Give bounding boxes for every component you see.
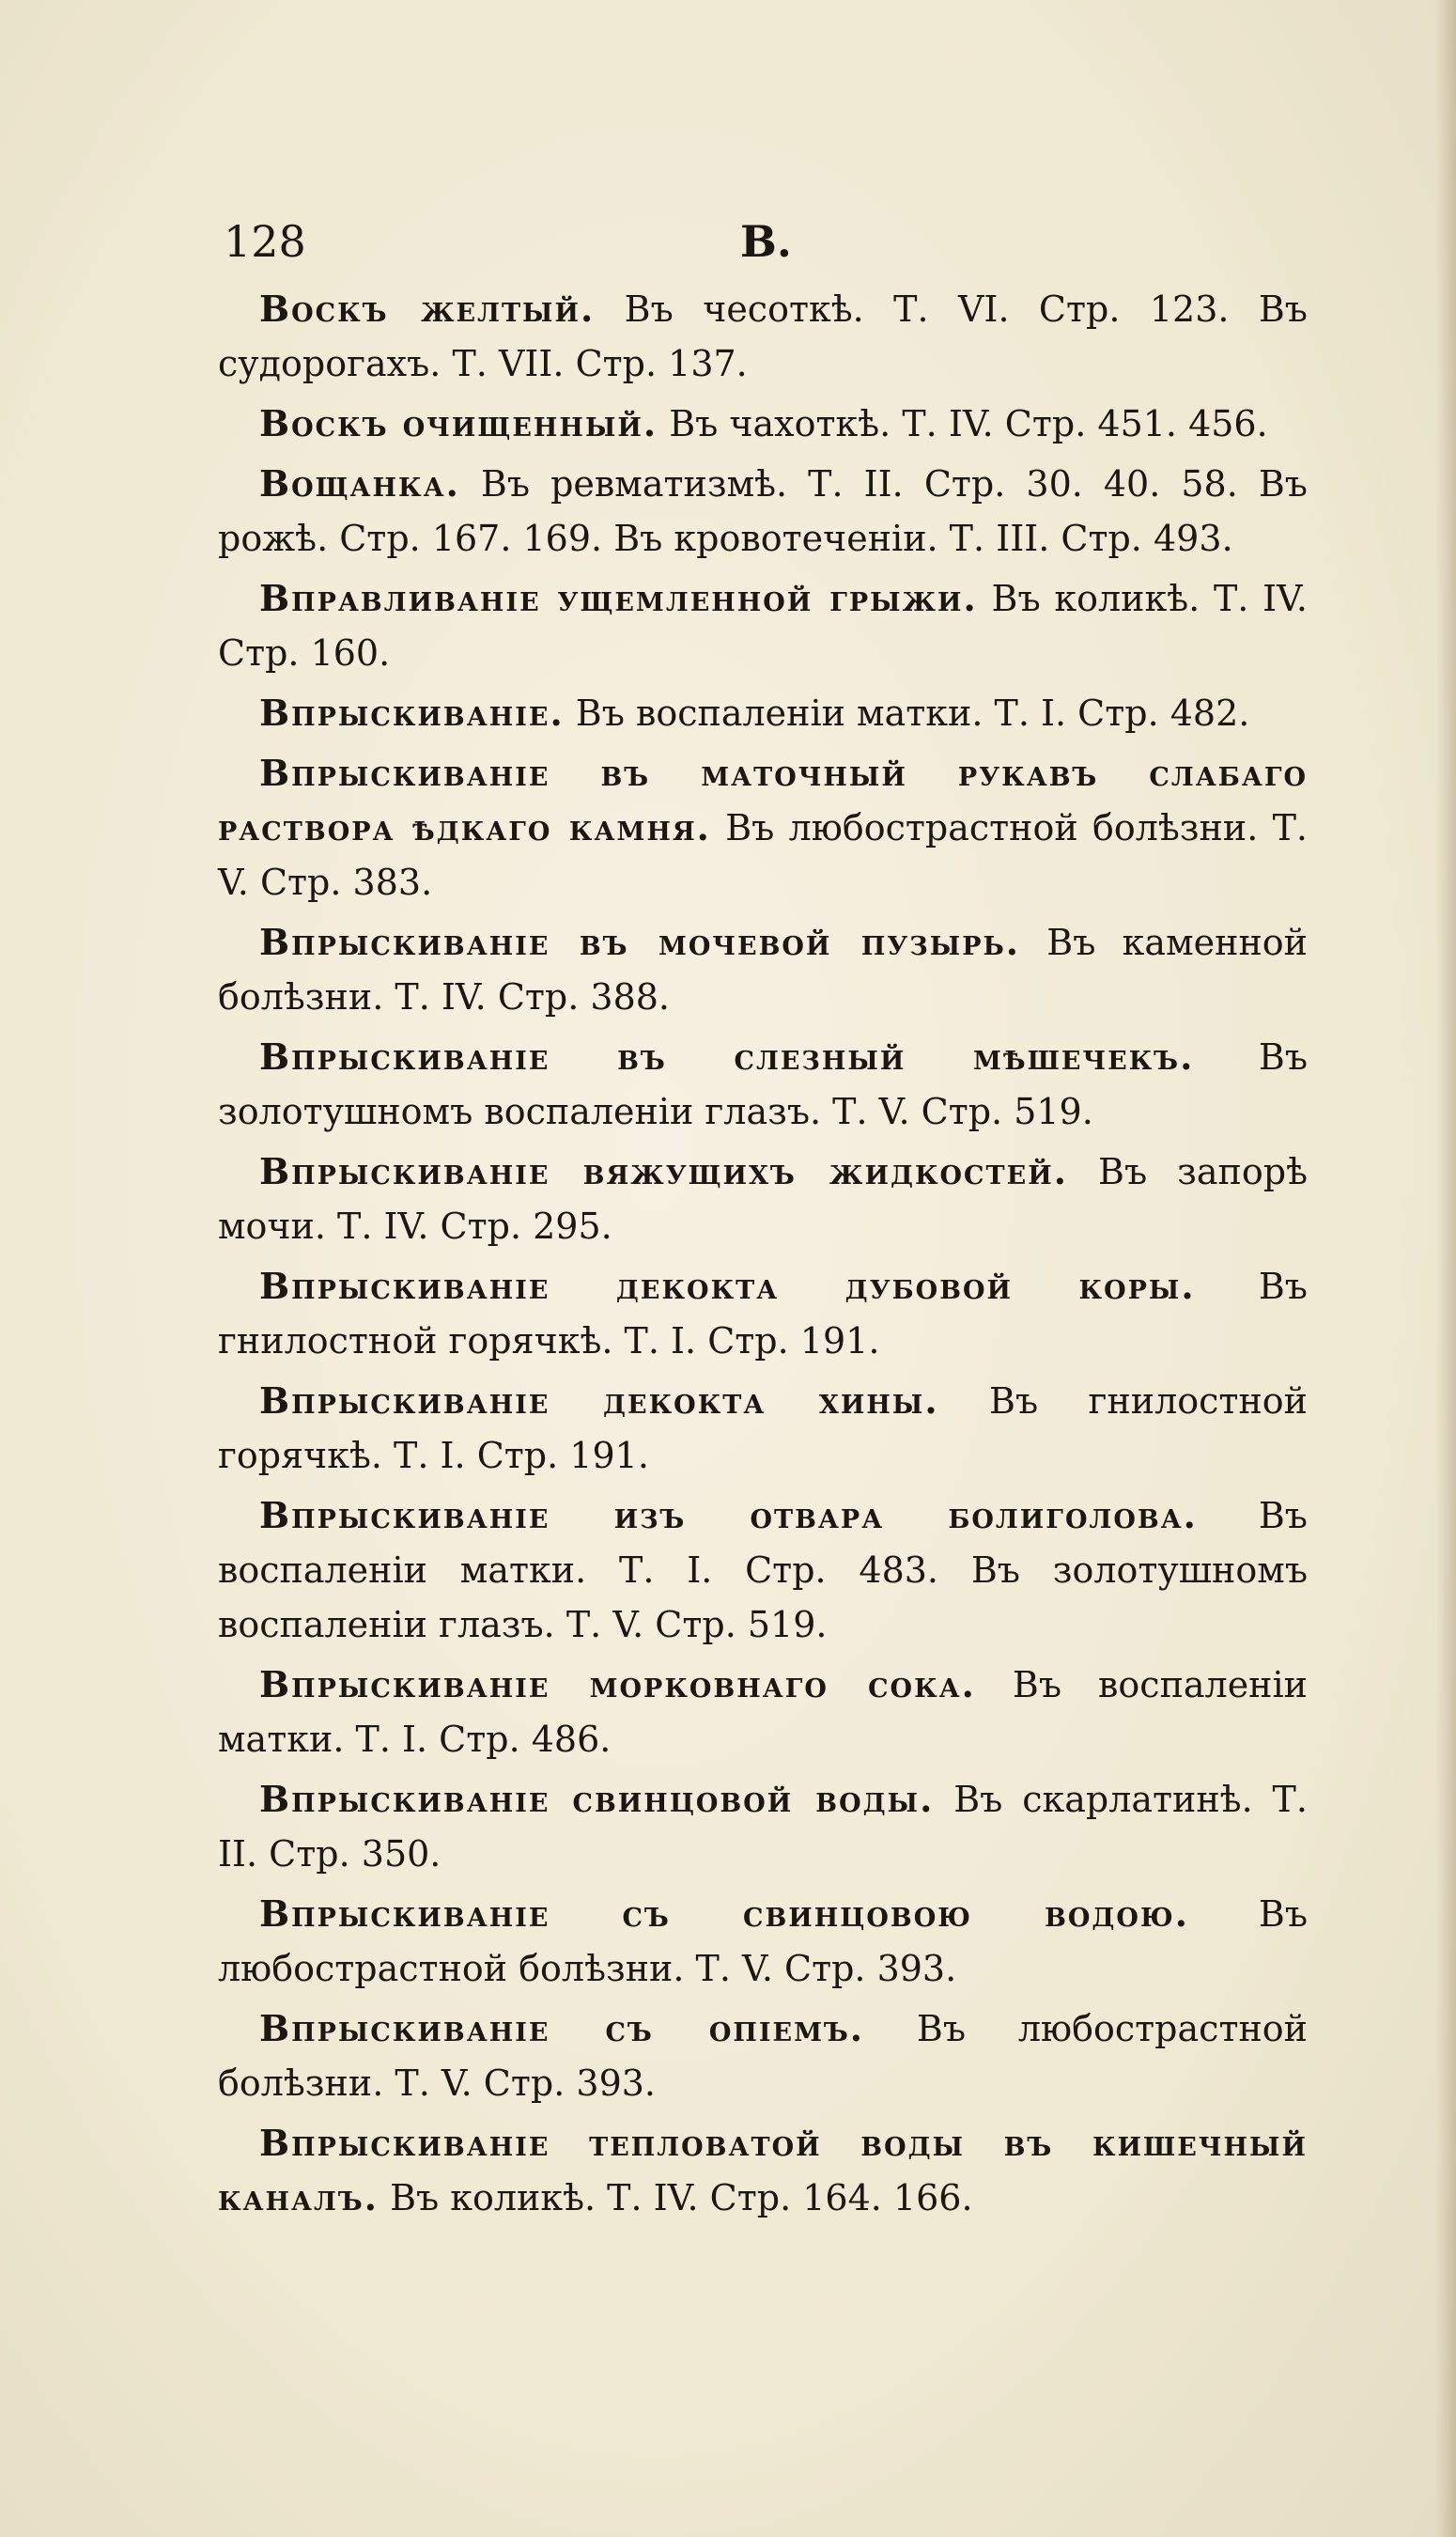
index-entry [218, 2001, 1308, 2110]
entry-term: Впрыскиваніе съ опіемъ. [259, 2007, 865, 2049]
index-entry [218, 457, 1308, 566]
page-number: 128 [224, 216, 306, 267]
entry-references: Въ коликѣ. Т. IV. Стр. 160. [218, 578, 1309, 674]
entry-references: Въ каменной болѣзни. Т. IV. Стр. 388. [218, 922, 1308, 1018]
index-entry [218, 1259, 1308, 1368]
page-header [224, 209, 1304, 274]
entry-term: Вощанка. [259, 462, 460, 505]
entry-references: Въ скарлатинѣ. Т. II. Стр. 350. [218, 1779, 1308, 1875]
entry-term: Впрыскиваніе. [259, 692, 565, 734]
index-entry [218, 1144, 1308, 1253]
entry-term: Впрыскиваніе изъ отвара болиголова. [259, 1494, 1198, 1536]
index-entry [218, 2116, 1308, 2225]
index-entry [218, 1030, 1308, 1139]
index-entry [218, 746, 1308, 910]
entry-term: Вправливаніе ущемленной грыжи. [259, 577, 978, 619]
entry-term: Впрыскиваніе свинцовой воды. [259, 1778, 935, 1820]
entry-references: Въ чахоткѣ. Т. IV. Стр. 451. 456. [669, 403, 1268, 444]
index-entry [218, 915, 1308, 1024]
entry-term: Впрыскиваніе тепловатой воды въ кишечный каналъ. [218, 2122, 1308, 2218]
entry-term: Впрыскиваніе декокта дубовой коры. [259, 1265, 1196, 1307]
index-entry [218, 571, 1308, 680]
entry-references: Въ золотушномъ воспаленіи глазъ. Т. V. Стр. 519. [218, 1036, 1308, 1132]
entry-references: Въ любострастной болѣзни. Т. V. Стр. 393. [218, 1893, 1308, 1989]
index-entry [218, 397, 1308, 451]
entry-term: Впрыскиваніе въ маточный рукавъ слабаго раствора ѣдкаго камня. [218, 752, 1308, 848]
running-head: В. [740, 216, 792, 267]
entry-references: Въ любострастной болѣзни. Т. V. Стр. 383. [218, 807, 1308, 903]
index-entry [218, 686, 1308, 740]
index-entry [218, 1658, 1308, 1767]
index-entry [218, 1887, 1308, 1996]
entry-term: Впрыскиваніе вяжущихъ жидкостей. [259, 1150, 1068, 1192]
entry-references: Въ запорѣ мочи. Т. IV. Стр. 295. [218, 1151, 1308, 1247]
index-entry [218, 282, 1308, 391]
entry-references: Въ гнилостной горячкѣ. Т. I. Стр. 191. [218, 1266, 1308, 1362]
entry-references: Въ воспаленіи матки. Т. I. Стр. 483. Въ золотушномъ воспаленіи глазъ. Т. V. Стр. 519. [218, 1495, 1308, 1645]
entry-term: Впрыскиваніе декокта хины. [259, 1379, 939, 1422]
entry-term: Впрыскиваніе въ слезный мѣшечекъ. [259, 1035, 1195, 1078]
entry-references: Въ ревматизмѣ. Т. II. Стр. 30. 40. 58. Въ рожѣ. Стр. 167. 169. Въ кровотеченіи. Т. III. Стр. 493. [218, 463, 1308, 559]
index-entries [218, 282, 1308, 2231]
index-entry [218, 1374, 1308, 1483]
entry-references: Въ гнилостной горячкѣ. Т. I. Стр. 191. [218, 1380, 1308, 1476]
entry-references: Въ воспаленіи матки. Т. I. Стр. 486. [218, 1664, 1308, 1760]
entry-term: Воскъ желтый. [259, 288, 596, 330]
entry-term: Впрыскиваніе морковнаго сока. [259, 1663, 976, 1705]
entry-term: Воскъ очищенный. [259, 402, 658, 444]
entry-references: Въ любострастной болѣзни. Т. V. Стр. 393. [218, 2008, 1308, 2104]
entry-references: Въ воспаленіи матки. Т. I. Стр. 482. [575, 693, 1250, 734]
entry-references: Въ коликѣ. Т. IV. Стр. 164. 166. [390, 2177, 973, 2218]
entry-references: Въ чесоткѣ. Т. VI. Стр. 123. Въ судорогахъ. Т. VII. Стр. 137. [218, 288, 1308, 384]
index-entry [218, 1772, 1308, 1881]
entry-term: Впрыскиваніе съ свинцовою водою. [259, 1892, 1189, 1935]
entry-term: Впрыскиваніе въ мочевой пузырь. [259, 921, 1021, 963]
index-entry [218, 1488, 1308, 1652]
